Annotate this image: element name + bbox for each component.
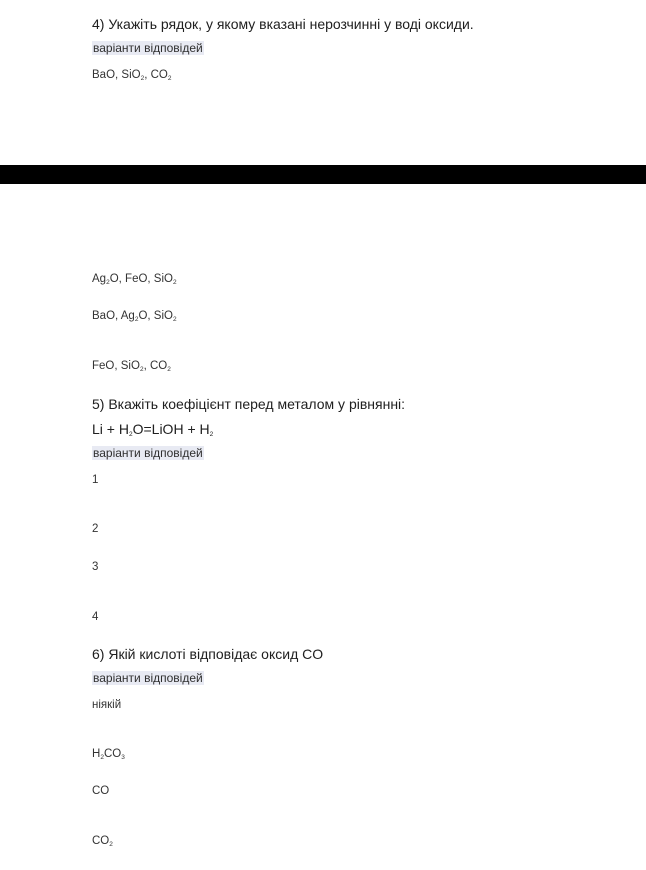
answer-variants-hint: варіанти відповідей — [93, 446, 203, 460]
q5-option-1[interactable]: 1 — [92, 474, 99, 486]
answer-variants-hint: варіанти відповідей — [93, 671, 203, 685]
q6-option-2[interactable]: $H_2CO_3$ — [92, 748, 125, 761]
q6-option-4[interactable]: $CO_2$ — [92, 835, 113, 848]
q4-option-4[interactable]: FeO, SiO$_2$, $CO_2$ — [92, 360, 171, 373]
q5-option-2[interactable]: 2 — [92, 523, 99, 535]
q4-option-2[interactable]: $Ag_2O$, FeO, SiO$_2$ — [92, 273, 177, 286]
answer-variants-hint: варіанти відповідей — [93, 41, 203, 55]
question-4-text: 4) Укажіть рядок, у якому вказані нерозчинні у воді оксиди. — [92, 16, 474, 32]
q4-option-1[interactable]: BaO, SiO$_2$, $CO_2$ — [92, 69, 172, 82]
q5-option-4[interactable]: 4 — [92, 611, 99, 623]
q6-option-3[interactable]: CO — [92, 785, 110, 797]
page-divider-bar — [0, 165, 646, 184]
q6-option-1[interactable]: ніякій — [92, 699, 122, 711]
question-6-text: 6) Якій кислоті відповідає оксид CO — [92, 646, 324, 662]
question-5-equation: $Li + H_2O=LiOH + H_2$ — [92, 421, 214, 438]
q4-option-3[interactable]: BaO, $Ag_2O$, SiO$_2$ — [92, 310, 177, 323]
q5-option-3[interactable]: 3 — [92, 561, 99, 573]
question-5-text: 5) Вкажіть коефіцієнт перед металом у рівнянні: — [92, 396, 406, 412]
